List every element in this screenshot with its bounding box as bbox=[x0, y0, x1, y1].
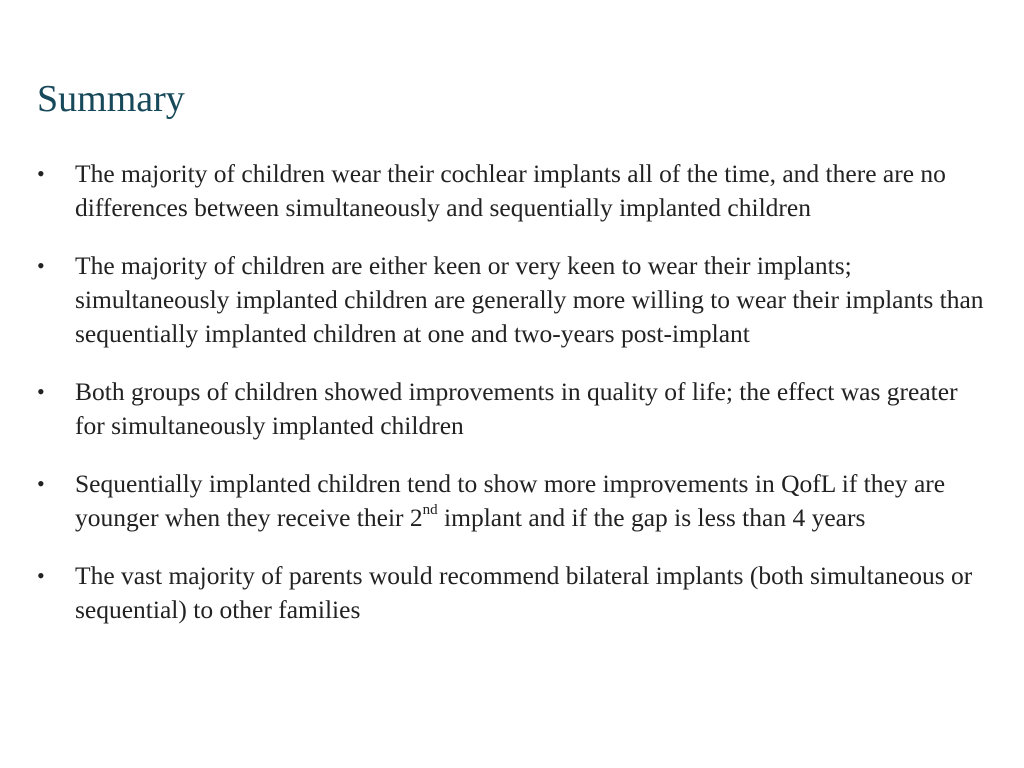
bullet-icon: • bbox=[37, 379, 45, 404]
bullet-item bbox=[37, 375, 987, 443]
bullet-text: The majority of children wear their cochlear implants all of the time, and there are no differences between simultaneously and sequentially implanted children bbox=[75, 159, 946, 222]
slide-title: Summary bbox=[37, 78, 185, 120]
bullet-text-part: implant and if the gap is less than 4 years bbox=[437, 503, 866, 532]
bullet-text: Both groups of children showed improvements in quality of life; the effect was greater for simultaneously implanted children bbox=[75, 377, 958, 440]
bullet-item bbox=[37, 249, 987, 351]
bullet-icon: • bbox=[37, 161, 45, 186]
bullet-text: The vast majority of parents would recommend bilateral implants (both simultaneous or sequential) to other families bbox=[75, 561, 973, 624]
bullet-text bbox=[75, 469, 945, 532]
bullet-text: The majority of children are either keen or very keen to wear their implants; simultaneously implanted children are generally more willing to wear their implants than sequentially implanted children at one and two-years post-implant bbox=[75, 251, 984, 348]
superscript-ordinal: nd bbox=[422, 501, 438, 518]
bullet-item bbox=[37, 467, 987, 535]
bullet-item bbox=[37, 157, 987, 225]
bullet-icon: • bbox=[37, 563, 45, 588]
bullet-icon: • bbox=[37, 471, 45, 496]
bullet-list bbox=[37, 157, 987, 627]
bullet-text-part: Sequentially implanted children tend to show more improvements in QofL if they are younger when they receive their 2 bbox=[75, 469, 946, 532]
bullet-item bbox=[37, 559, 987, 627]
bullet-icon: • bbox=[37, 253, 45, 278]
